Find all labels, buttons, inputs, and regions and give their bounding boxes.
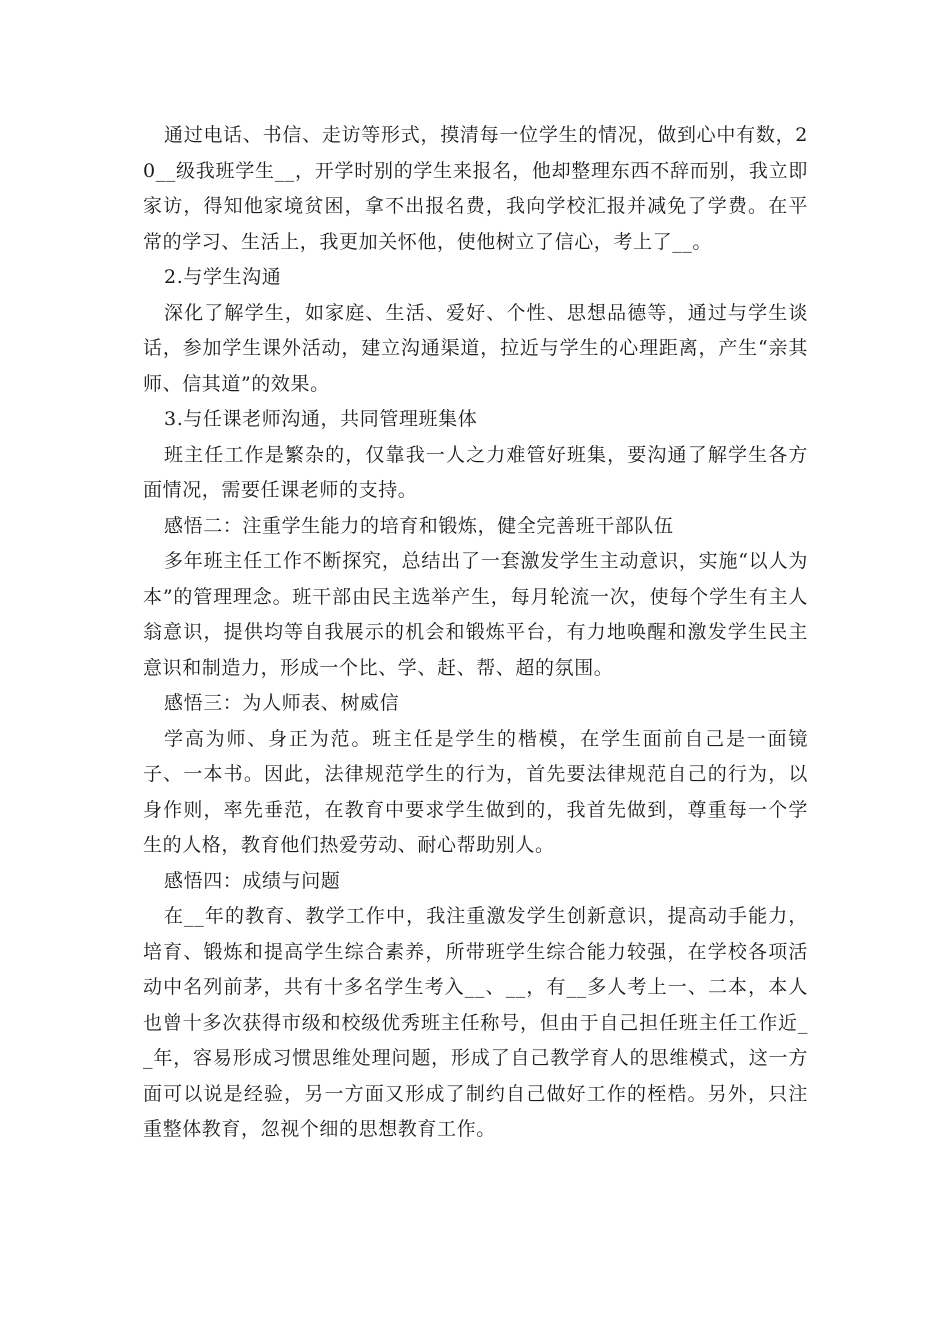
heading-teacher-communication: 3.与任课老师沟通，共同管理班集体 [164,408,478,430]
heading-insight-three: 感悟三：为人师表、树威信 [164,692,400,714]
heading-student-communication: 2.与学生沟通 [164,266,282,288]
heading-insight-four: 感悟四：成绩与问题 [164,869,341,892]
paragraph-insight-three: 学高为师、身正为范。班主任是学生的楷模，在学生面前自己是一面镜子、一本书。因此，法律规范学生的行为，首先要法律规范自己的行为，以身作则，率先垂范，在教育中要求学生做到的，我首先做到，尊重每一个学生的人格，教育他们热爱劳动、耐心帮助别人。 [143,727,808,856]
paragraph-insight-two: 多年班主任工作不断探究，总结出了一套激发学生主动意识，实施“以人为本”的管理理念。班干部由民主选举产生，每月轮流一次，使每个学生有主人翁意识，提供均等自我展示的机会和锻炼平台，有力地唤醒和激发学生民主意识和制造力，形成一个比、学、赶、帮、超的氛围。 [143,550,808,679]
document-body [143,118,808,1148]
paragraph-contact-methods: 通过电话、书信、走访等形式，摸清每一位学生的情况，做到心中有数，20__级我班学生__，开学时别的学生来报名，他却整理东西不辞而别，我立即家访，得知他家境贫困，拿不出报名费，我向学校汇报并减免了学费。在平常的学习、生活上，我更加关怀他，使他树立了信心，考上了__。 [143,124,808,253]
paragraph-insight-four: 在__年的教育、教学工作中，我注重激发学生创新意识，提高动手能力，培育、锻炼和提高学生综合素养，所带班学生综合能力较强，在学校各项活动中名列前茅，共有十多名学生考入__、__，有__多人考上一、二本，本人也曾十多次获得市级和校级优秀班主任称号，但由于自己担任班主任工作近__年，容易形成习惯思维处理问题，形成了自己教学育人的思维模式，这一方面可以说是经验，另一方面又形成了制约自己做好工作的桎梏。另外，只注重整体教育，忽视个细的思想教育工作。 [143,905,808,1140]
heading-insight-two: 感悟二：注重学生能力的培育和锻炼，健全完善班干部队伍 [164,514,674,537]
paragraph-teacher-communication: 班主任工作是繁杂的，仅靠我一人之力难管好班集，要沟通了解学生各方面情况，需要任课老师的支持。 [143,443,808,501]
paragraph-student-communication: 深化了解学生，如家庭、生活、爱好、个性、思想品德等，通过与学生谈话，参加学生课外活动，建立沟通渠道，拉近与学生的心理距离，产生“亲其师、信其道”的效果。 [143,301,808,395]
